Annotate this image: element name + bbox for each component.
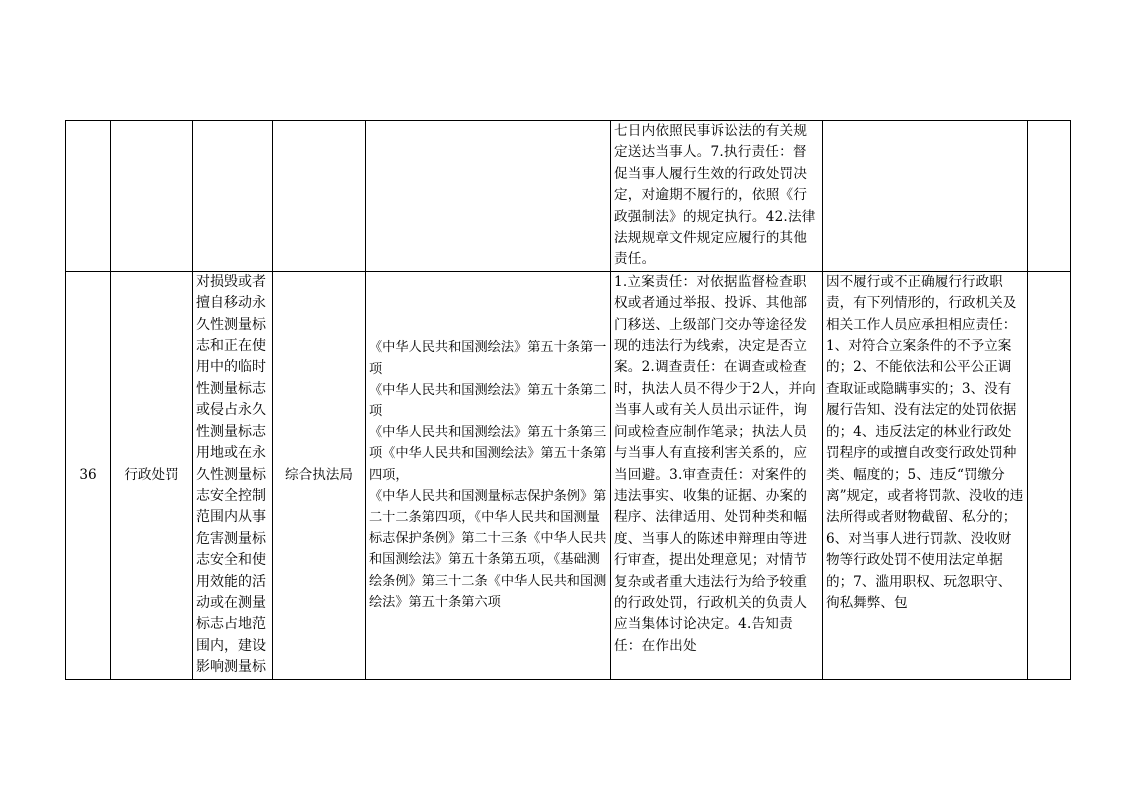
cell-number-empty [66, 121, 111, 272]
cell-accountability: 因不履行或不正确履行行政职责，有下列情形的，行政机关及相关工作人员应承担相应责任：1、对符合立案条件的不予立案的；2、不能依法和公平公正调查取证或隐瞒事实的；3、没有履行告知、没有法定的处罚依据的；4、违反法定的林业行政处罚程序的或擅自改变行政处罚种类、幅度的；5、违反“罚缴分离”规定，或者将罚款、没收的违法所得或者财物截留、私分的；6、对当事人进行罚款、没收财物等行政处罚不使用法定单据的；7、滥用职权、玩忽职守、徇私舞弊、包 [823, 271, 1028, 679]
cell-number: 36 [66, 271, 111, 679]
cell-item-empty [193, 121, 273, 272]
cell-legal-basis: 《中华人民共和国测绘法》第五十条第一项 《中华人民共和国测绘法》第五十条第二项 《中华人民共和国测绘法》第五十条第三项《中华人民共和国测绘法》第五十条第四项， 《中华人民共和国测量标志保护条例》第二十二条第四项，《中华人民共和国测量标志保护条例》第二十三条《中华人民共和国测绘法》第五十条第五项，《基础测绘条例》第三十二条《中华人民共和国测绘法》第五十条第六项 [366, 271, 611, 679]
cell-category-empty [111, 121, 193, 272]
cell-legal-basis-empty [366, 121, 611, 272]
cell-department: 综合执法局 [273, 271, 366, 679]
cell-responsibility: 1.立案责任：对依据监督检查职权或者通过举报、投诉、其他部门移送、上级部门交办等途径发现的违法行为线索，决定是否立案。2.调查责任：在调查或检查时，执法人员不得少于2人，并向当事人或有关人员出示证件，询问或检查应制作笔录；执法人员与当事人有直接利害关系的，应当回避。3.审查责任：对案件的违法事实、收集的证据、办案的程序、法律适用、处罚种类和幅度、当事人的陈述申辩理由等进行审查，提出处理意见；对情节复杂或者重大违法行为给予较重的行政处罚，行政机关的负责人应当集体讨论决定。4.告知责任：在作出处 [611, 271, 823, 679]
power-list-table [65, 120, 1071, 680]
table-row-36 [66, 271, 1071, 679]
cell-accountability-empty [823, 121, 1028, 272]
cell-remarks-empty [1028, 121, 1071, 272]
cell-responsibility-continued: 七日内依照民事诉讼法的有关规定送达当事人。7.执行责任：督促当事人履行生效的行政处罚决定，对逾期不履行的，依照《行政强制法》的规定执行。42.法律法规规章文件规定应履行的其他责任。 [611, 121, 823, 272]
cell-remarks [1028, 271, 1071, 679]
cell-item: 对损毁或者擅自移动永久性测量标志和正在使用中的临时性测量标志或侵占永久性测量标志用地或在永久性测量标志安全控制范围内从事危害测量标志安全和使用效能的活动或在测量标志占地范围内，建设影响测量标 [193, 271, 273, 679]
cell-department-empty [273, 121, 366, 272]
table-row-continued [66, 121, 1071, 272]
cell-category: 行政处罚 [111, 271, 193, 679]
